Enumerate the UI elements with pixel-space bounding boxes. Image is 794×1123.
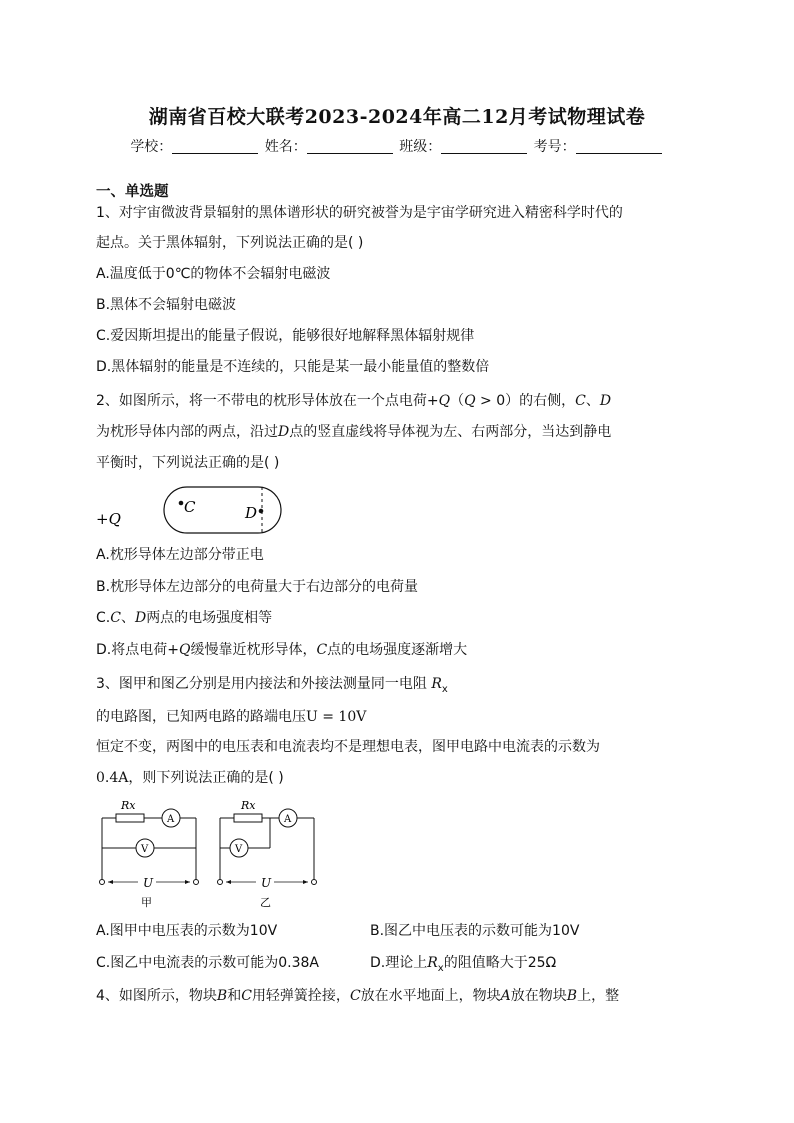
q2-stem-1c: > 0）的右侧， — [475, 393, 576, 409]
var-q-3: Q — [178, 642, 191, 658]
yi-resistor — [234, 814, 262, 822]
q3-stem-line-1 — [96, 674, 448, 700]
q2-pillow-conductor-figure — [90, 482, 290, 542]
var-rx-sub: x — [441, 683, 448, 695]
q3-option-d — [370, 953, 556, 979]
school-blank[interactable] — [172, 139, 258, 154]
fig-c-label: C — [184, 498, 196, 516]
section-heading: 一、单选题 — [96, 184, 169, 200]
circuit-jia — [100, 799, 199, 909]
q3-option-c: C.图乙中电流表的示数可能为0.38A — [96, 955, 319, 971]
var-c-3: C — [110, 610, 121, 626]
q2-stem-1a: 2、如图所示，将一不带电的枕形导体放在一个点电荷+ — [96, 393, 439, 409]
q3-stem-1: 3、图甲和图乙分别是用内接法和外接法测量同一电阻 — [96, 676, 427, 692]
fig-point-charge-label: +Q — [96, 510, 121, 528]
var-c-4: C — [316, 642, 328, 658]
circuit-yi — [218, 799, 317, 909]
q3-stem-4b: ，则下列说法正确的是( ) — [128, 770, 284, 786]
q3-stem-2: 的电路图，已知两电路的路端电压 — [96, 709, 306, 725]
q1-option-b: B.黑体不会辐射电磁波 — [96, 297, 237, 313]
q2-c-post: 两点的电场强度相等 — [146, 610, 273, 626]
q2-stem-1b: （ — [450, 393, 465, 409]
q2-stem-2b: 点的竖直虚线将导体视为左、右两部分，当达到静电 — [289, 424, 612, 440]
q4-stem-f: 上，整 — [577, 988, 620, 1004]
q2-stem-1d: 、 — [585, 393, 600, 409]
q2-stem-2a: 为枕形导体内部的两点，沿过 — [96, 424, 278, 440]
yi-u-label: U — [261, 876, 272, 890]
pillow-conductor — [164, 487, 281, 533]
var-c: C — [575, 393, 586, 409]
q2-option-c — [96, 608, 272, 628]
q2-c-pre: C. — [96, 610, 111, 626]
jia-rx-label: Rx — [121, 799, 136, 812]
q4-stem-b: 和 — [227, 988, 242, 1004]
q3-u-equation: U = 10V — [306, 709, 367, 725]
q3-stem-line-3: 恒定不变，两图中的电压表和电流表均不是理想电表，图甲电路中电流表的示数为 — [96, 739, 600, 755]
point-d-dot — [259, 509, 264, 514]
var-c-q4-2: C — [349, 988, 361, 1004]
yi-caption: 乙 — [260, 896, 271, 909]
student-info-line — [0, 136, 794, 156]
q1-option-a: A.温度低于0℃的物体不会辐射电磁波 — [96, 266, 331, 282]
var-c-q4: C — [241, 988, 252, 1004]
var-rx-sub-2: x — [437, 962, 444, 974]
q3-option-a: A.图甲中电压表的示数为10V — [96, 923, 278, 939]
jia-caption: 甲 — [141, 896, 152, 909]
exam-title: 湖南省百校大联考2023-2024年高二12月考试物理试卷 — [148, 106, 646, 128]
q1-option-d: D.黑体辐射的能量是不连续的，只能是某一最小能量值的整数倍 — [96, 359, 490, 375]
class-label: 班级： — [399, 139, 442, 155]
yi-voltmeter-label: V — [235, 844, 243, 855]
q2-stem-line-3: 平衡时，下列说法正确的是( ) — [96, 455, 280, 471]
name-blank[interactable] — [307, 139, 393, 154]
class-blank[interactable] — [441, 139, 527, 154]
school-label: 学校： — [130, 139, 173, 155]
var-q: Q — [438, 393, 451, 409]
var-a: A — [500, 988, 511, 1004]
exam-number-label: 考号： — [533, 139, 576, 155]
jia-resistor — [116, 814, 144, 822]
q3-circuit-figures — [94, 796, 324, 908]
q4-stem-line-1 — [96, 986, 619, 1006]
var-rx: R — [431, 676, 442, 692]
var-q-2: Q — [464, 393, 476, 409]
jia-voltmeter-label: V — [141, 844, 149, 855]
q2-d-mid: 缓慢靠近枕形导体， — [190, 642, 317, 658]
q3-option-b: B.图乙中电压表的示数可能为10V — [370, 923, 580, 939]
exam-number-blank[interactable] — [576, 139, 662, 154]
var-b-2: B — [566, 988, 578, 1004]
q3-d-pre: D.理论上 — [370, 955, 428, 971]
q3-stem-line-2 — [96, 707, 366, 727]
q4-stem-e: 放在物块 — [510, 988, 567, 1004]
yi-ammeter-label: A — [284, 814, 292, 825]
jia-ammeter-label: A — [167, 814, 175, 825]
name-label: 姓名： — [264, 139, 307, 155]
q2-option-a: A.枕形导体左边部分带正电 — [96, 547, 264, 563]
q2-d-post: 点的电场强度逐渐增大 — [327, 642, 468, 658]
q4-stem-d: 放在水平地面上，物块 — [360, 988, 501, 1004]
q3-stem-line-4 — [96, 768, 284, 788]
q2-stem-line-1 — [96, 391, 611, 411]
q1-option-c: C.爱因斯坦提出的能量子假说，能够很好地解释黑体辐射规律 — [96, 328, 475, 344]
yi-rx-label: Rx — [241, 799, 256, 812]
q4-stem-c: 用轻弹簧拴接， — [251, 988, 350, 1004]
var-b: B — [216, 988, 228, 1004]
jia-u-label: U — [143, 876, 154, 890]
var-rx-2: R — [427, 955, 438, 971]
q2-option-d — [96, 640, 467, 660]
var-d-2: D — [278, 424, 290, 440]
q2-option-b: B.枕形导体左边部分的电荷量大于右边部分的电荷量 — [96, 579, 419, 595]
q3-d-post: 的阻值略大于25Ω — [443, 955, 557, 971]
q2-c-mid: 、 — [120, 610, 135, 626]
var-d-3: D — [134, 610, 147, 626]
point-c-dot — [179, 501, 184, 506]
q2-stem-line-2 — [96, 422, 611, 442]
var-d: D — [599, 393, 612, 409]
q2-d-pre: D.将点电荷+ — [96, 642, 179, 658]
q4-stem-a: 4、如图所示，物块 — [96, 988, 217, 1004]
q3-current-value: 0.4A — [96, 770, 129, 786]
fig-d-label: D — [245, 504, 258, 522]
q1-stem-line-1: 1、对宇宙微波背景辐射的黑体谱形状的研究被誉为是宇宙学研究进入精密科学时代的 — [96, 205, 623, 221]
q1-stem-line-2: 起点。关于黑体辐射，下列说法正确的是( ) — [96, 235, 364, 251]
